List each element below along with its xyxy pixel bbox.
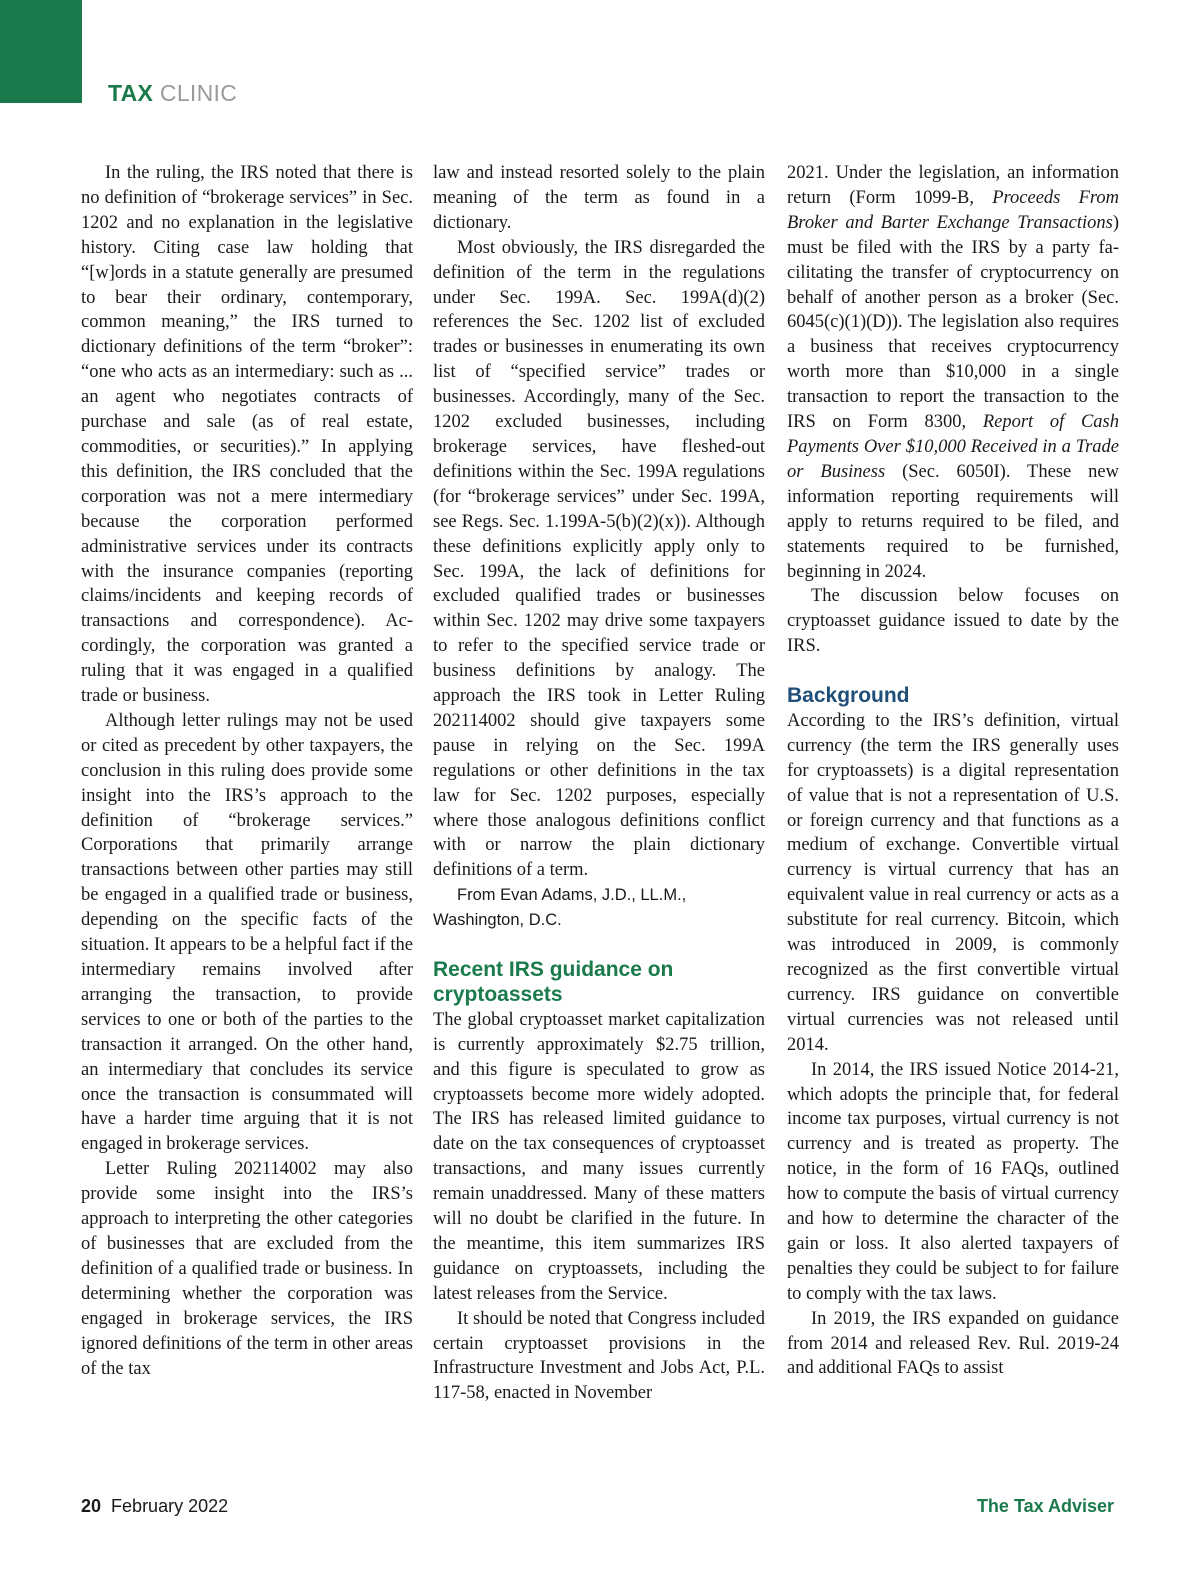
paragraph: The global cryptoasset market capitalization is currently approximately $2.75 trillion, and this figure is speculated to grow as cryptoassets become more widely adopted. The IRS has released limited guidance to date on the tax consequences of cryptoasset transactions, and many issues currently remain unaddressed. Many of these matters will no doubt be clarified in the future. In the meantime, this item summarizes IRS guidance on cryptoassets, including the latest releases from the Service. xyxy=(433,1009,765,1304)
author-byline xyxy=(433,883,765,933)
form-title-italic: Report of Cash Payments Over $10,000 Received in a Trade or Business xyxy=(787,412,1119,482)
section-tag xyxy=(108,79,237,107)
text-run: (Sec. 6050I). These new information reporting requirements will apply to returns required to be filed, and statements required to be furnished, beginning in 2024. xyxy=(787,461,1119,582)
form-title-italic: Proceeds From Broker and Barter Exchange Transactions xyxy=(787,187,1119,233)
issue-date: February 2022 xyxy=(111,1496,229,1516)
publication-name: The Tax Adviser xyxy=(976,1496,1114,1516)
text-run: 2021. Under the legislation, an information return (Form 1099-B, xyxy=(787,163,1119,208)
paragraph: In the ruling, the IRS noted that there is no definition of “brokerage services” in Sec. 1202 and no explanation in the legislative history. Citing case law holding that “[w]ords in a statute generally are presumed to bear their ordinary, contemporary, common meaning,” the IRS turned to dictionary definitions of the term “broker”: “one who acts as an intermediary: such as ... an agent who negotiates contracts of purchase and sale (as of real estate, commodities, or securities).” In applying this definition, the IRS concluded that the corporation was not a mere intermediary because the corporation performed administrative services under its contracts with the insurance companies (reporting claims/incidents and keeping records of transactions and correspondence). Accordingly, the corporation was granted a ruling that it was engaged in a qualified trade or business. xyxy=(81,163,413,707)
section-tag-light: CLINIC xyxy=(159,80,238,106)
column-1 xyxy=(81,161,413,1381)
paragraph: Although letter rulings may not be used or cited as precedent by other taxpayers, the conclusion in this ruling does provide some insight into the IRS’s approach to the definition of “brokerage services.” Corporations that primarily arrange transactions between other parties may still be engaged in a qualified trade or business, depending on the specific facts of the situation. It appears to be a helpful fact if the intermediary remains involved after arranging the transaction, to provide services to one or both of the parties to the transaction it arranged. On the other hand, an intermediary that concludes its service once the transaction is consummated will have a harder time arguing that it is not engaged in brokerage services. xyxy=(81,710,413,1155)
footer-page-info xyxy=(81,1494,228,1518)
paragraph xyxy=(787,161,1119,584)
paragraph: Most obviously, the IRS disregarded the definition of the term in the regulations under Sec. 199A. Sec. 199A(d)(2) references the Sec. 1202 list of excluded trades or businesses in enumerating its own list of “specified service” trades or businesses. Accordingly, many of the Sec. 1202 excluded businesses, including brokerage services, have fleshed-out definitions within the Sec. 199A regulations (for “brokerage services” under Sec. 199A, see Regs. Sec. 1.199A-5(b)(2)(x)). Although these definitions explicitly apply only to Sec. 199A, the lack of definitions for excluded qualified trades or businesses within Sec. 1202 may drive some taxpayers to refer to the specified service trade or business definitions by analogy. The approach the IRS took in Letter Ruling 202114002 should give taxpayers some pause in relying on the Sec. 199A regulations or other definitions in the tax law for Sec. 1202 purposes, especially where those analogous definitions conflict with or narrow the plain dictionary definitions of a term. xyxy=(433,237,765,881)
section-color-tab xyxy=(0,0,82,103)
paragraph: law and instead resorted solely to the plain meaning of the term as found in a dictionary. xyxy=(433,163,765,233)
byline-author: From Evan Adams, J.D., LL.M., xyxy=(457,886,687,905)
paragraph: In 2014, the IRS issued Notice 2014-21, which adopts the principle that, for federal income tax purposes, virtual currency is not currency and is treated as property. The notice, in the form of 16 FAQs, outlined how to compute the basis of virtual currency and how to determine the character of the gain or loss. It also alerted taxpayers of penalties they could be subject to for failure to comply with the tax laws. xyxy=(787,1059,1119,1304)
column-3 xyxy=(787,161,1119,1381)
column-2 xyxy=(433,161,765,1406)
paragraph: Letter Ruling 202114002 may also provide some insight into the IRS’s approach to interpreting the other categories of businesses that are excluded from the definition of a qualified trade or business. In determining whether the corporation was engaged in brokerage services, the IRS ignored definitions of the term in other areas of the tax xyxy=(81,1159,413,1379)
text-run: ) must be filed with the IRS by a party facilitating the transfer of cryptocurrency on behalf of another person as a broker (Sec. 6045(c)(1)(D)). The legislation also requires a business that receives cryptocurrency worth more than $10,000 in a single transaction to report the transaction to the IRS on Form 8300, xyxy=(787,212,1119,433)
byline-location: Washington, D.C. xyxy=(433,911,562,930)
paragraph: The discussion below focuses on cryptoasset guidance issued to date by the IRS. xyxy=(787,586,1119,657)
paragraph: In 2019, the IRS expanded on guidance from 2014 and released Rev. Rul. 2019-24 and additional FAQs to assist xyxy=(787,1308,1119,1379)
paragraph: It should be noted that Congress included certain cryptoasset provisions in the Infrastructure Investment and Jobs Act, P.L. 117-58, enacted in November xyxy=(433,1308,765,1404)
section-tag-bold: TAX xyxy=(108,80,154,106)
section-heading: Background xyxy=(787,684,910,708)
paragraph: According to the IRS’s definition, virtual currency (the term the IRS generally uses for cryptoassets) is a digital representation of value that is not a representation of U.S. or foreign currency and that functions as a medium of exchange. Convertible virtual currency is virtual currency that has an equivalent value in real currency or acts as a substitute for real currency. Bitcoin, which was introduced in 2009, is commonly recognized as the first convertible virtual currency. IRS guidance on convertible virtual currencies was not released until 2014. xyxy=(787,710,1119,1055)
section-heading: Recent IRS guidance on cryptoassets xyxy=(433,957,674,1006)
page-number: 20 xyxy=(81,1496,102,1516)
